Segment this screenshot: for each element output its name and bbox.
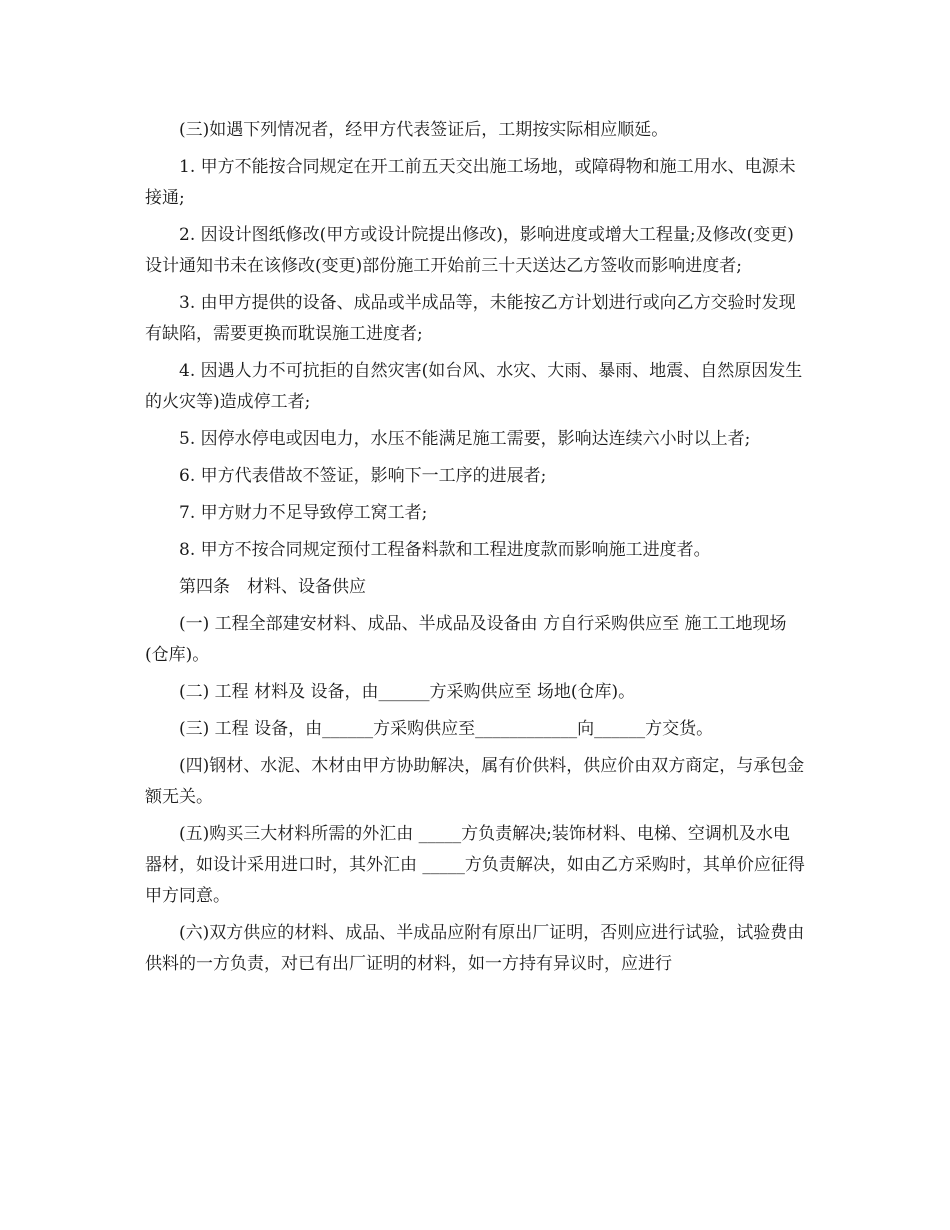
paragraph-item-5: 5. 因停水停电或因电力，水压不能满足施工需要，影响达连续六小时以上者;	[179, 429, 751, 449]
paragraph-supply-4: (四)钢材、水泥、木材由甲方协助解决，属有价供料，供应价由双方商定，与承包金额无关。	[145, 756, 805, 807]
paragraph-clause-3-intro: (三)如遇下列情况者，经甲方代表签证后，工期按实际相应顺延。	[179, 120, 669, 140]
paragraph-supply-5: (五)购买三大材料所需的外汇由 _____方负责解决;装饰材料、电梯、空调机及水电器材，如设计采用进口时，其外汇由 _____方负责解决，如由乙方采购时，其单价应征得甲方同意。	[145, 824, 805, 906]
paragraph-supply-6: (六)双方供应的材料、成品、半成品应附有原出厂证明，否则应进行试验，试验费由供料的一方负责，对已有出厂证明的材料，如一方持有异议时，应进行	[145, 923, 805, 974]
paragraph-supply-1: (一) 工程全部建安材料、成品、半成品及设备由 方自行采购供应至 施工工地现场(仓库)。	[145, 614, 787, 665]
paragraph-item-3: 3. 由甲方提供的设备、成品或半成品等，未能按乙方计划进行或向乙方交验时发现有缺陷，需要更换而耽误施工进度者;	[145, 293, 796, 344]
paragraph-item-6: 6. 甲方代表借故不签证，影响下一工序的进展者;	[179, 466, 547, 486]
paragraph-item-2: 2. 因设计图纸修改(甲方或设计院提出修改)，影响进度或增大工程量;及修改(变更)设计通知书未在该修改(变更)部份施工开始前三十天送达乙方签收而影响进度者;	[145, 225, 794, 276]
paragraph-item-1: 1. 甲方不能按合同规定在开工前五天交出施工场地，或障碍物和施工用水、电源未接通;	[145, 157, 796, 208]
section-heading-article-4: 第四条 材料、设备供应	[179, 577, 366, 597]
paragraph-supply-2: (二) 工程 材料及 设备，由______方采购供应至 场地(仓库)。	[179, 682, 636, 702]
paragraph-item-7: 7. 甲方财力不足导致停工窝工者;	[179, 503, 428, 523]
paragraph-item-4: 4. 因遇人力不可抗拒的自然灾害(如台风、水灾、大雨、暴雨、地震、自然原因发生的火灾等)造成停工者;	[145, 361, 803, 412]
paragraph-supply-3: (三) 工程 设备，由______方采购供应至____________向______方交货。	[179, 719, 714, 739]
paragraph-item-8: 8. 甲方不按合同规定预付工程备料款和工程进度款而影响施工进度者。	[179, 540, 711, 560]
document-body	[145, 115, 805, 986]
